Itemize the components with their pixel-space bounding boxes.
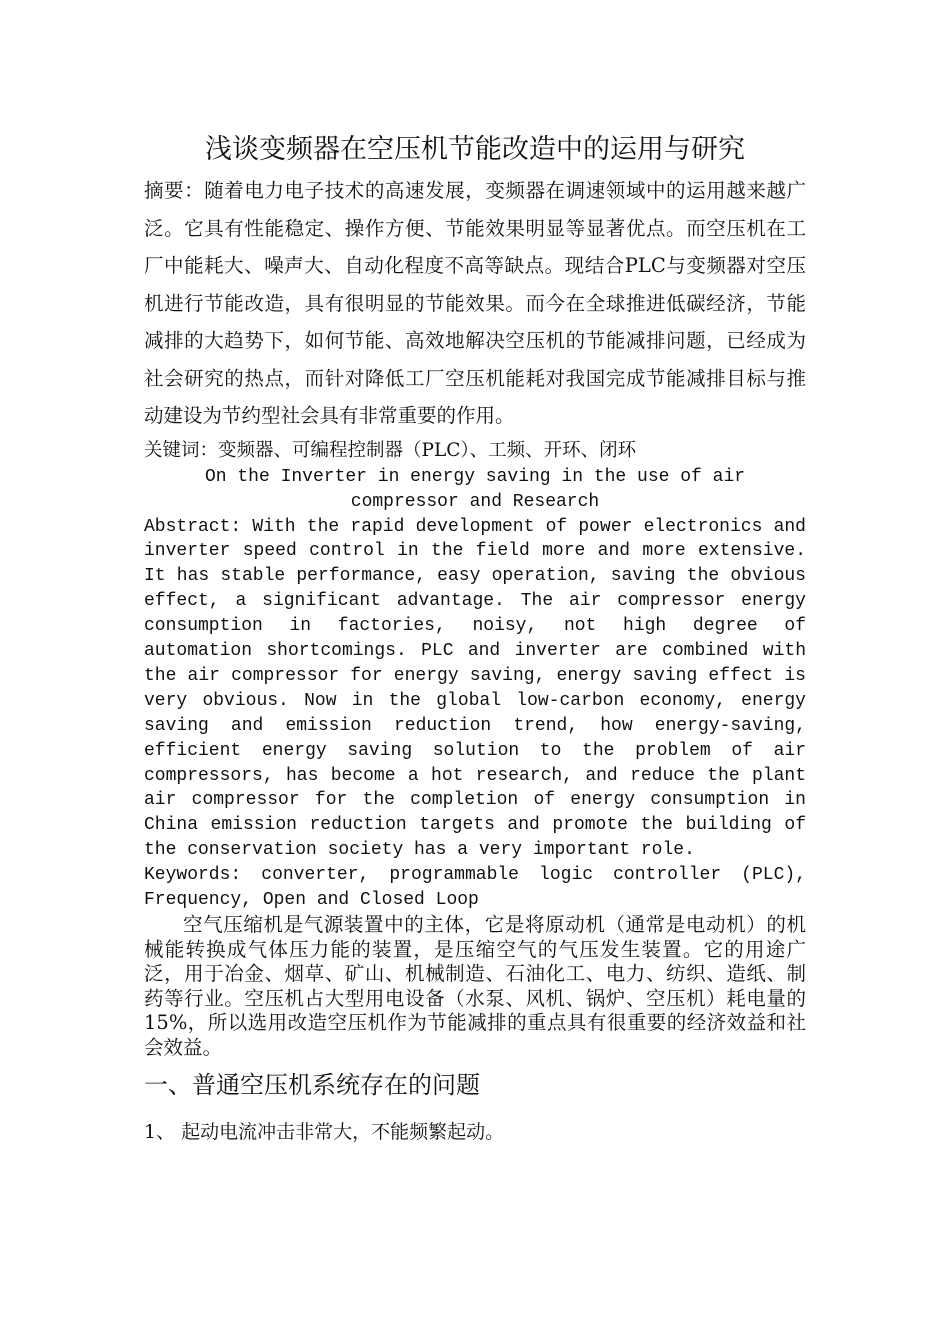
section-heading: 一、普通空压机系统存在的问题 bbox=[144, 1071, 480, 1099]
document-page bbox=[144, 128, 806, 1146]
english-title: On the Inverter in energy saving in the use of air compressor and Research bbox=[204, 466, 746, 512]
chinese-keywords: 关键词：变频器、可编程控制器（PLC）、工频、开环、闭环 bbox=[144, 439, 637, 461]
chinese-abstract: 摘要：随着电力电子技术的高速发展，变频器在调速领域中的运用越来越广泛。它具有性能稳定、操作方便、节能效果明显等显著优点。而空压机在工厂中能耗大、噪声大、自动化程度不高等缺点。现结合PLC与变频器对空压机进行节能改造，具有很明显的节能效果。而今在全球推进低碳经济，节能减排的大趋势下，如何节能、高效地解决空压机的节能减排问题，已经成为社会研究的热点，而针对降低工厂空压机能耗对我国完成节能减排目标与推动建设为节约型社会具有非常重要的作用。 bbox=[144, 179, 806, 427]
english-abstract: Abstract: With the rapid development of power electronics and inverter speed control in the field more and more extensive. It has stable performance, easy operation, saving the obvious effect, a significant advantage. The air compressor energy consumption in factories, noisy, not high degree of automation shortcomings. PLC and inverter are combined with the air compressor for energy saving, energy saving effect is very obvious. Now in the global low-carbon economy, energy saving and emission reduction trend, how energy-saving, efficient energy saving solution to the problem of air compressors, has become a hot research, and reduce the plant air compressor for the completion of energy consumption in China emission reduction targets and promote the building of the conservation society has a very important role. bbox=[144, 516, 806, 861]
list-item: 1、 起动电流冲击非常大，不能频繁起动。 bbox=[144, 1121, 505, 1143]
intro-paragraph: 空气压缩机是气源装置中的主体，它是将原动机（通常是电动机）的机械能转换成气体压力能的装置，是压缩空气的气压发生装置。它的用途广泛，用于冶金、烟草、矿山、机械制造、石油化工、电力、纺织、造纸、制药等行业。空压机占大型用电设备（水泵、风机、锅炉、空压机）耗电量的15%，所以选用改造空压机作为节能减排的重点具有很重要的经济效益和社会效益。 bbox=[144, 913, 806, 1059]
document-title: 浅谈变频器在空压机节能改造中的运用与研究 bbox=[205, 134, 745, 165]
english-keywords: Keywords: converter, programmable logic controller (PLC), Frequency, Open and Closed Loop bbox=[144, 865, 806, 911]
